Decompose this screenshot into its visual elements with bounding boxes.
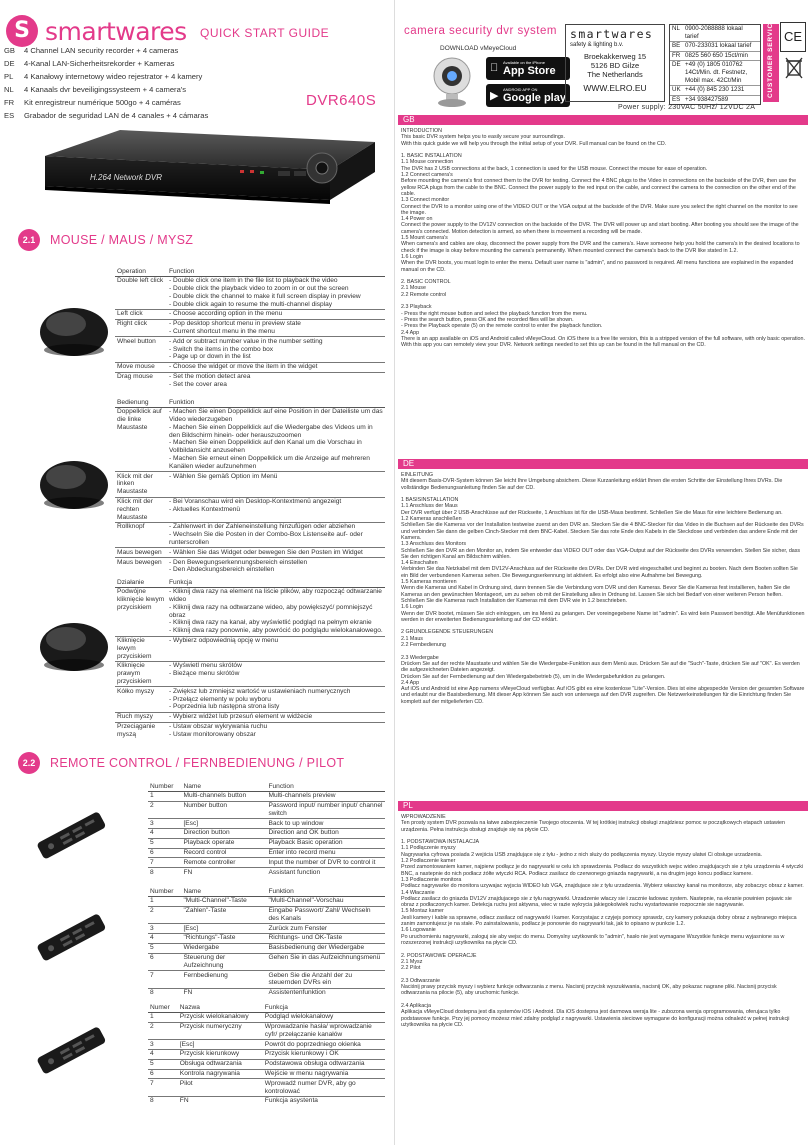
table-row: 1 "Multi-Channel"-Taste "Multi-Channel"-Vorschau [148, 896, 385, 906]
table-row: 1 Multi-channels button Multi-channels preview [148, 791, 385, 801]
table-row: 4 "Richtungs"-Taste Richtungs- und OK-Taste [148, 933, 385, 943]
mouse-table-de: Bedienung Funktion Doppelklick auf die linke Maustaste - Machen Sie einen Doppelklick auf eine Position in der Dateiliste um das Video wiederzugeben - Machen Sie einen Doppelklick auf die Wiedergabe des Videos um in den Bildschirm hinein- oder herauszuzoomen - Machen Sie einen Doppelklick auf den Kanal um die Vorschau in Vollbildansicht anzusehen - Machen Sie erneut einen Doppelklick um die Anzeige auf mehreren Kanälen wieder aufzunehmen Klick mit der linken Maustaste - Wählen Sie gemäß Option im Menü Klick mit der rechten Maustaste - Bei Voranschau wird ein Desktop-Kontextmenü angezeigt - Aktuelles Kontextmenü Rollknopf - Zahlenwert in der Zahleneinstellung hinzufügen oder abziehen - Wechseln Sie die Posten in der Combo-Box Listenseite auf- oder runterscrollen Maus bewegen - Wählen Sie das Widget oder bewegen Sie den Posten im Widget Maus bewegen - Den Bewegungserkennungsbereich einstellen - Den Abdeckungsbereich einstellen [115, 398, 385, 575]
remote-control-image [30, 897, 110, 977]
section-title: REMOTE CONTROL / FERNBEDIENUNG / PILOT [50, 756, 345, 770]
mouse-table-pl: Działanie Funkcja Podwójne kliknięcie lewym przyciskiem - Kliknij dwa razy na element na liście plików, aby rozpocząć odtwarzanie wideo - Kliknij dwa razy na odtwarzane wideo, aby powiększyć/ pomniejszyć obraz - Kliknij dwa razy na kanał, aby wyświetlić podgląd na pełnym ekranie - Kliknij dwa razy ponownie, aby powrócić do podglądu wielokanałowego. Kliknięcie lewym przyciskiem - Wybierz odpowiednią opcję w menu Kliknięcie prawym przyciskiem - Wyświetl menu skrótów - Bieżące menu skrótów Kółko myszy - Zwiększ lub zmniejsz wartość w ustawieniach numerycznych - Przełącz elementy w polu wyboru - Poprzednia lub następna strona listy Ruch myszy - Wybierz widżet lub przesuń element w widżecie Przeciąganie myszą - Ustaw obszar wykrywania ruchu - Ustaw monitorowany obszar [115, 578, 385, 739]
section-body-gb: INTRODUCTION This basic DVR system helps you to easily secure your surroundings. With this quick guide we will help you through the initial setup of your DVR. Full manual can be found on the CD. 1. BASIC INSTALLATION 1.1 Mouse connection The DVR has 2 USB connections at the back, 1 connection is used for the USB mouse. Connect the mouse for ease of operation. 1.2 Connect camera's Before mounting the camera's first connect them to the DVR for testing. Connect the 4 BNC plugs to the Video in connections on the backside of the DVR, then use the yellow RCA plugs from the cable to the BNC. Connect the power supply to the red input on the cable, and connect the camera to the connection on the other end of the cable. 1.3 Connect monitor Connect the DVR to a monitor using one of the VIDEO OUT or the VGA output at the backside of the DVR. Make sure you select the right channel on the monitor to see the image. 1.4 Power on Connect the power supply to the DV12V connection on the backside of the DVR. The DVR will power up and start booting. After booting you should see the image of the camera's connected. Motion detection is armed, so when there is movement a recording will be made. 1.5 Mount camera's When camera's and cables are okay, disconnect the power supply from the DVR and the camera's. Have someone help you hold the camera's in the desired locations to check if the image is okay before mounting the camera's permanently. When mounted connect the camera's back to the DVR like stated in 1.2. 1.6 Login When the DVR boots, you must login to enter the menu. Default user name is "admin", and no password is required. All menu functions are explained in the expanded manual on the CD. 2. BASIC CONTROL 2.1 Mouse 2.2 Remote control 2.3 Playback - Press the right mouse button and select the playback function from the menu. - Press the search button, press OK and the recorded files will be shown. - Press the Playback operate (5) on the remote control to enter the playback function. 2.4 App There is an app available on iOS and Android called vMeyeCloud. On iOS there is a free lite version, this is a stripped version of the full software, with only basic operation. With this app you can remotely view your DVR. Network settings needed to set this up can be found in the full manual on the CD. [401, 128, 805, 349]
table-row: Ruch myszy - Wybierz widżet lub przesuń element w widżecie [115, 712, 385, 722]
product-title: camera security dvr system [404, 25, 557, 37]
left-column [0, 0, 392, 1145]
phone-item: DE +49 (0) 1805 010762 14Ct/Min. dt. Festnetz, Mobil max. 42Ct/Min [670, 61, 760, 87]
table-row: 2 Przycisk numeryczny Wprowadzanie hasła/ wprowadzanie cyfr/ przełączanie kanałów [148, 1022, 385, 1040]
table-row: 7 Pilot Wprowadź numer DVR, aby go kontrolować [148, 1079, 385, 1097]
company-info [565, 24, 665, 102]
webcam-icon [430, 56, 475, 108]
table-row: 2 Number button Password input/ number input/ channel switch [148, 801, 385, 819]
table-row: 4 Przycisk kierunkowy Przycisk kierunkowy i OK [148, 1049, 385, 1059]
table-row: 4 Direction button Direction and OK button [148, 828, 385, 838]
phone-item: FR 0825 560 650 15ct/min [670, 52, 760, 61]
language-item: DE 4-Kanal LAN-Sicherheitsrekorder + Kameras [4, 59, 175, 68]
power-supply-label: Power supply: 230VAC 50Hz/ 12VDC 2A [618, 104, 756, 111]
section-number: 2.2 [18, 752, 40, 774]
section-body-pl: WPROWADZENIE Ten prosty system DVR pozwala na łatwe zabezpieczenie Twojego otoczenia. W tej krótkiej instrukcji obsługi znajdziesz pomoc w początkowych etapach ustawien urządzenia. Pełna instrukcja obsługi znajduje się na płycie CD. 1. PODSTAWOWA INSTALACJA 1.1 Podłączenie myszy Nagrywarka cyfrowa posiada 2 wejścia USB znajdujące się z tyłu - jedno z nich służy do podłączenia myszy. Uzycie myszy ułatwi Ci obsługe urzadzenia. 1.2 Podłaczenie kamer Przed zamontowaniem kamer, najpierw podłącz je do nagrywarki w celu ich sprawdzenia. Podłacz do wszystkich wejsc wideo znajdujacych sie z tyłu urządzenia 4 wtyczki BNC, a nastepnie do nich podłacz żółte wtyczki RCA. Podłacz zasilacz do czerwonego gniazda nagrywarki, a na drugim jego koncu podłacz kamere. 1.3 Podłaczenie monitora Podłacz nagrywarke do monitora uzywajac wyjscia WIDEO lub VGA, znajdujace sie z tyłu urzadzenia. Wybierz własciwy kanał na monitorze, aby zobaczyc obraz z kamer. 1.4 Właczanie Podłacz zasilacz do gniazda DV12V znajdujacego sie z tyłu nagrywarki. Urzadzenie właczy sie i zacznie ładowac system. Nastepnie, na ekranie powinien pojawic sie obraz z podłaczonych kamer. Detekcja ruchu jest aktywna, wiec w razie wykrycia jakiegokolwiek ruchu wystartowanie rozpocznie sie nagrywanie. 1.5 Montaz kamer Jesli kamery i kable sa sprawne, odłacz zasilacz od nagrywarki i kamer. Korzystajac z czyjejs pomocy sprawdz, czy kamery pokazuja dobry obraz z wybranego miejsca zanim zamontujesz je na stałe. Po zainstalowaniu, podłacz je ponownie do nagrywarki tak, jak to opisano w punkcie 1.2. 1.6 Logowanie Po uruchomieniu nagrywarki, zaloguj sie aby wejsc do menu. Domyslny uzytkownik to "admin", hasło nie jest wymagane Wszystkie funkcje menu wyjasnione sa w rozszerzonej instrukcji uzytkownika na płycie CD. 2. PODSTAWOWE OPERACJE 2.1 Mysz 2.2 Pilot 2.3 Odtwarzanie Naciśnij prawy przycisk myszy i wybierz funkcje odtwarzania z menu. Nacisnij przycisk wyszukiwania, nacisnij OK, aby pokazac nagrane pliki. Nacisnij przycisk odtwarzania na pilocie (5), aby uruchomic funkcje. 2.4 Aplikacja Aplikacja vMeyeCloud dostepna jest dla systemów iOS i Android. Dla iOS dostepna jest darmowa wersja lite - zubozona wersja oprogramowania, oferujaca tylko podstawowe funkcje. Przy jej pomocy możesz mieć zdalny podgląd z nagrywarki. Ustawienia sieciowe wymagane do konfiguracji można odnaleźć w pełnej instrukcji użytkownika na płycie CD. [401, 814, 804, 1028]
phone-item: UK +44 (0) 845 230 1231 [670, 86, 760, 95]
table-row: Doppelklick auf die linke Maustaste - Machen Sie einen Doppelklick auf eine Position in der Dateiliste um das Video wiederzugeben - Machen Sie einen Doppelklick auf die Wiedergabe des Videos um in den Bildschirm hinein- oder herauszuzoomen - Machen Sie einen Doppelklick auf den Kanal um die Vorschau in Vollbildansicht anzusehen - Machen Sie erneut einen Doppelklick um die Anzeige auf mehreren Kanälen wieder aufzunehmen [115, 407, 385, 471]
table-row: 6 Record control Enter into record menu [148, 848, 385, 858]
mouse-table-gb: Operation Function Double left click - Double click one item in the file list to playback the video - Double click the playback video to zoom in or out the screen - Double click the channel to make it full screen display in preview - Double click again to resume the multi-channel display Left click - Choose according option in the menu Right click - Pop desktop shortcut menu in preview state - Current shortcut menu in the menu Wheel button - Add or subtract number value in the number setting - Switch the items in the combo box - Page up or down in the list Move mouse - Choose the widget or move the item in the widget Drag mouse - Set the motion detect area - Set the cover area [115, 267, 385, 389]
section-body-de: EINLEITUNG Mit diesem Basis-DVR-System können Sie leicht Ihre Umgebung absichern. Diese Kurzanleitung erklärt Ihnen die ersten Schritte der Einstellung Ihres DVRs. Die vollständige Bedienungsanleitung finden Sie auf der CD. 1 BASISINSTALLATION 1.1 Anschluss der Maus Der DVR verfügt über 2 USB-Anschlüsse auf der Rückseite, 1 Anschluss ist für die USB-Maus bestimmt. Schließen Sie die Maus für eine leichtere Bedienung an. 1.2 Kameras anschließen Schließen Sie die Kameras vor der Installation testweise zuerst an den DVR an. Stecken Sie die 4 BNC-Stecker für das Video in die Buchsen auf der Rückseite des DVRs und verbinden Sie dann die gelben Cinch-Stecker mit dem BNC-Kabel. Stecken Sie das rote Ende des Kabels in die Steckdose und verbinden das andere Ende mit der Kamera. 1.3 Anschluss des Monitors Schließen Sie den DVR an den Monitor an, indem Sie entweder das VIDEO OUT oder das VGA-Output auf der Rückseite des DVRs verwenden. Stellen Sie sicher, dass Sie den richtigen Kanal am Bildschirm wählen. 1.4 Einschalten Verbinden Sie das Netzkabel mit dem DV12V-Anschluss auf der Rückseite des DVRs. Der DVR wird eingeschaltet und beginnt zu booten. Nach dem Booten sollten Sie ein Bild der verbundenen Kameras sehen. Die Bewegungserkennung ist aktiviert. Es erfolgt also eine Aufnahme bei Bewegung. 1.5 Kameras montieren Wenn die Kameras und Kabel in Ordnung sind, dann trennen Sie die Verbindung vom DVR und den Kameras. Bevor Sie die Kameras fest installieren, halten Sie die Kameras an den gewünschten Montageort, um zu sehen ob mit der Einstellung alles in Ordnung ist. Lassen Sie sich bei Bedarf von einer weiteren Person helfen. Schließen Sie die Kameras nach Installation der Kameras mit dem DVR wie in 1.2 beschrieben. 1.6 Login Wenn der DVR bootet, müssen Sie sich einloggen, um ins Menü zu gelangen. Der voreingegebene Name ist "admin". Es wird kein Passwort benötigt. Alle Menüfunktionen werden in der erweiterten Bedienungsanleitung auf der CD erklärt. 2 GRUNDLEGENDE STEUERUNGEN 2.1 Maus 2.2 Fernbedienung 2.3 Wiedergabe Drücken Sie auf der rechte Maustaste und wählen Sie die Wiedergabe-Funktion aus dem Menü aus. Drücken Sie auf die "Such"-Taste, drücken Sie auf "OK". Es werden die aufgezeichneten Dateien angezeigt. Drücken Sie auf der Fernbedienung auf den Wiedergabebetrieb (5), um in die Wiedergabefunktion zu gelangen. 2.4 App Auf iOS und Android ist eine App namens vMeyeCloud verfügbar. Auf iOS gibt es eine kostenlose "Lite"-Version. Dies ist eine abgespeckte Version der gesamten Software und erlaubt nur die Basisbedienung. Mit dieser App können Sie auch von unterwegs auf den DVR zugreifen. Die Netzwerkeinstellungen für die Einrichtung finden Sie komplett auf der mitgelieferten CD. [401, 472, 805, 705]
phone-item: ES +34 938427589 [672, 95, 729, 103]
phone-item: NL 0900-2088888 lokaal tarief [670, 25, 760, 42]
remote-table-de: Number Name Funktion 1 "Multi-Channel"-Taste "Multi-Channel"-Vorschau 2 "Zahlen"-Taste Eingabe Passwort/ Zahl/ Wechseln des Kanals 3 [Esc] Zurück zum Fenster 4 "Richtungs"-Taste Richtungs- und OK-Taste 5 Wiedergabe Basisbedienung der Wiedergabe 6 Steuerung der Aufzeichnung Gehen Sie in das Aufzeichnungsmenü 7 Fernbedienung Geben Sie die Anzahl der zu steuernden DVRs ein 8 FN Assistentenfunktion [148, 887, 385, 998]
guide-title: QUICK START GUIDE [200, 26, 330, 40]
column-divider [394, 0, 395, 1145]
table-row: 8 FN Assistant function [148, 868, 385, 877]
table-row: 5 Playback operate Playback Basic operation [148, 838, 385, 848]
section-header-pl: PL [398, 801, 808, 811]
section-title: MOUSE / MAUS / MYSZ [50, 233, 194, 247]
mouse-image [34, 615, 110, 675]
table-row: Podwójne kliknięcie lewym przyciskiem - Kliknij dwa razy na element na liście plików, aby rozpocząć odtwarzanie wideo - Kliknij dwa razy na odtwarzane wideo, aby powiększyć/ pomniejszyć obraz - Kliknij dwa razy na kanał, aby wyświetlić podgląd na pełnym ekranie - Kliknij dwa razy ponownie, aby powrócić do podglądu wielokanałowego. [115, 587, 385, 636]
apple-icon [490, 62, 498, 74]
table-row: 3 [Esc] Back to up window [148, 819, 385, 829]
company-tagline: safety & lighting b.v. [570, 42, 624, 48]
company-name: smartwares [570, 27, 654, 41]
table-row: 3 [Esc] Zurück zum Fenster [148, 924, 385, 934]
table-row: Rollknopf - Zahlenwert in der Zahleneinstellung hinzufügen oder abziehen - Wechseln Sie die Posten in der Combo-Box Listenseite auf- oder runterscrollen [115, 522, 385, 547]
table-row: Left click - Choose according option in the menu [115, 309, 385, 319]
table-row: Klick mit der rechten Maustaste - Bei Voranschau wird ein Desktop-Kontextmenü angezeigt - Aktuelles Kontextmenü [115, 497, 385, 522]
phone-list [669, 24, 761, 105]
brand-logo-icon: S [6, 15, 38, 47]
remote-table-gb: Number Name Function 1 Multi-channels button Multi-channels preview 2 Number button Password input/ number input/ channel switch 3 [Esc] Back to up window 4 Direction button Direction and OK button 5 Playback operate Playback Basic operation 6 Record control Enter into record menu 7 Remote controller Input the number of DVR to control it 8 FN Assistant function [148, 782, 385, 877]
customer-service-label: CUSTOMER SERVICE [767, 17, 774, 98]
mouse-image [34, 453, 110, 513]
app-store-badge[interactable]: Available on the iPhone App Store [486, 57, 570, 80]
remote-control-image [30, 1010, 110, 1090]
language-item: FR Kit enregistreur numérique 500go + 4 caméras [4, 98, 181, 107]
download-label: DOWNLOAD vMeyeCloud [440, 45, 517, 52]
remote-control-image [30, 795, 110, 875]
language-item: NL 4 Kanaals dvr beveiligingssysteem + 4 camera's [4, 85, 187, 94]
weee-bin-icon [784, 56, 804, 80]
website-link[interactable]: WWW.ELRO.EU [583, 83, 647, 93]
table-row: Maus bewegen - Wählen Sie das Widget oder bewegen Sie den Posten im Widget [115, 548, 385, 558]
section-number: 2.1 [18, 229, 40, 251]
model-number: DVR640S [306, 92, 377, 109]
table-row: Double left click - Double click one item in the file list to playback the video - Double click the playback video to zoom in or out the screen - Double click the channel to make it full screen display in preview - Double click again to resume the multi-channel display [115, 276, 385, 309]
table-row: 1 Przycisk wielokanałowy Podgląd wielokanałowy [148, 1012, 385, 1022]
table-row: Maus bewegen - Den Bewegungserkennungsbereich einstellen - Den Abdeckungsbereich einstellen [115, 558, 385, 575]
table-row: 7 Remote controller Input the number of DVR to control it [148, 858, 385, 868]
table-row: Wheel button - Add or subtract number value in the number setting - Switch the items in the combo box - Page up or down in the list [115, 337, 385, 362]
table-row: 3 [Esc] Powrót do poprzedniego okienka [148, 1040, 385, 1050]
section-remote-header [18, 752, 344, 774]
table-row: Klick mit der linken Maustaste - Wählen Sie gemäß Option im Menü [115, 472, 385, 497]
language-item: PL 4 Kanałowy internetowy wideo rejestrator + 4 kamery [4, 72, 203, 81]
table-row: Drag mouse - Set the motion detect area - Set the cover area [115, 372, 385, 389]
ce-mark-icon: CE [780, 22, 806, 52]
remote-table-pl: Numer Nazwa Funkcja 1 Przycisk wielokanałowy Podgląd wielokanałowy 2 Przycisk numeryczny Wprowadzanie hasła/ wprowadzanie cyfr/ przełączanie kanałów 3 [Esc] Powrót do poprzedniego okienka 4 Przycisk kierunkowy Przycisk kierunkowy i OK 5 Obsługa odtwarzania Podstawowa obsługa odtwarzania 6 Kontrola nagrywania Wejście w menu nagrywania 7 Pilot Wprowadź numer DVR, aby go kontrolować 8 FN Funkcja asystenta [148, 1003, 385, 1106]
device-label: H.264 Network DVR [90, 173, 163, 182]
play-icon: ▶ [490, 90, 499, 102]
table-row: 5 Wiedergabe Basisbedienung der Wiedergabe [148, 943, 385, 953]
table-row: 7 Fernbedienung Geben Sie die Anzahl der zu steuernden DVRs ein [148, 971, 385, 989]
table-row: 8 FN Assistentenfunktion [148, 988, 385, 997]
table-row: Kółko myszy - Zwiększ lub zmniejsz wartość w ustawieniach numerycznych - Przełącz elementy w polu wyboru - Poprzednia lub następna strona listy [115, 687, 385, 712]
section-header-gb: GB [398, 115, 808, 125]
table-row: Move mouse - Choose the widget or move the item in the widget [115, 362, 385, 372]
brand-name: smartwares [45, 17, 187, 46]
right-column [398, 0, 808, 1145]
language-item: ES Grabador de seguridad LAN de 4 canales + 4 cámaras [4, 111, 209, 120]
table-row: 6 Steuerung der Aufzeichnung Gehen Sie in das Aufzeichnungsmenü [148, 953, 385, 971]
table-row: 8 FN Funkcja asystenta [148, 1096, 385, 1105]
table-row: 2 "Zahlen"-Taste Eingabe Passwort/ Zahl/ Wechseln des Kanals [148, 906, 385, 924]
section-mouse-header [18, 229, 193, 251]
google-play-badge[interactable]: ▶ ANDROID APP ON Google play [486, 84, 570, 107]
mouse-image [34, 300, 110, 360]
table-row: Kliknięcie prawym przyciskiem - Wyświetl menu skrótów - Bieżące menu skrótów [115, 661, 385, 686]
phone-item: BE 070-233031 lokaal tarief [670, 42, 760, 51]
table-row: 5 Obsługa odtwarzania Podstawowa obsługa odtwarzania [148, 1059, 385, 1069]
company-address: Broekakkerweg 15 5126 BD Gilze The Netherlands [583, 52, 647, 79]
dvr-device-image [30, 128, 380, 220]
table-row: Przeciąganie myszą - Ustaw obszar wykrywania ruchu - Ustaw monitorowany obszar [115, 722, 385, 739]
table-row: Kliknięcie lewym przyciskiem - Wybierz odpowiednią opcję w menu [115, 636, 385, 661]
table-row: 6 Kontrola nagrywania Wejście w menu nagrywania [148, 1069, 385, 1079]
section-header-de: DE [398, 459, 808, 469]
language-list [4, 44, 254, 122]
language-item: GB 4 Channel LAN security recorder + 4 cameras [4, 46, 179, 55]
table-row: Right click - Pop desktop shortcut menu in preview state - Current shortcut menu in the menu [115, 319, 385, 337]
